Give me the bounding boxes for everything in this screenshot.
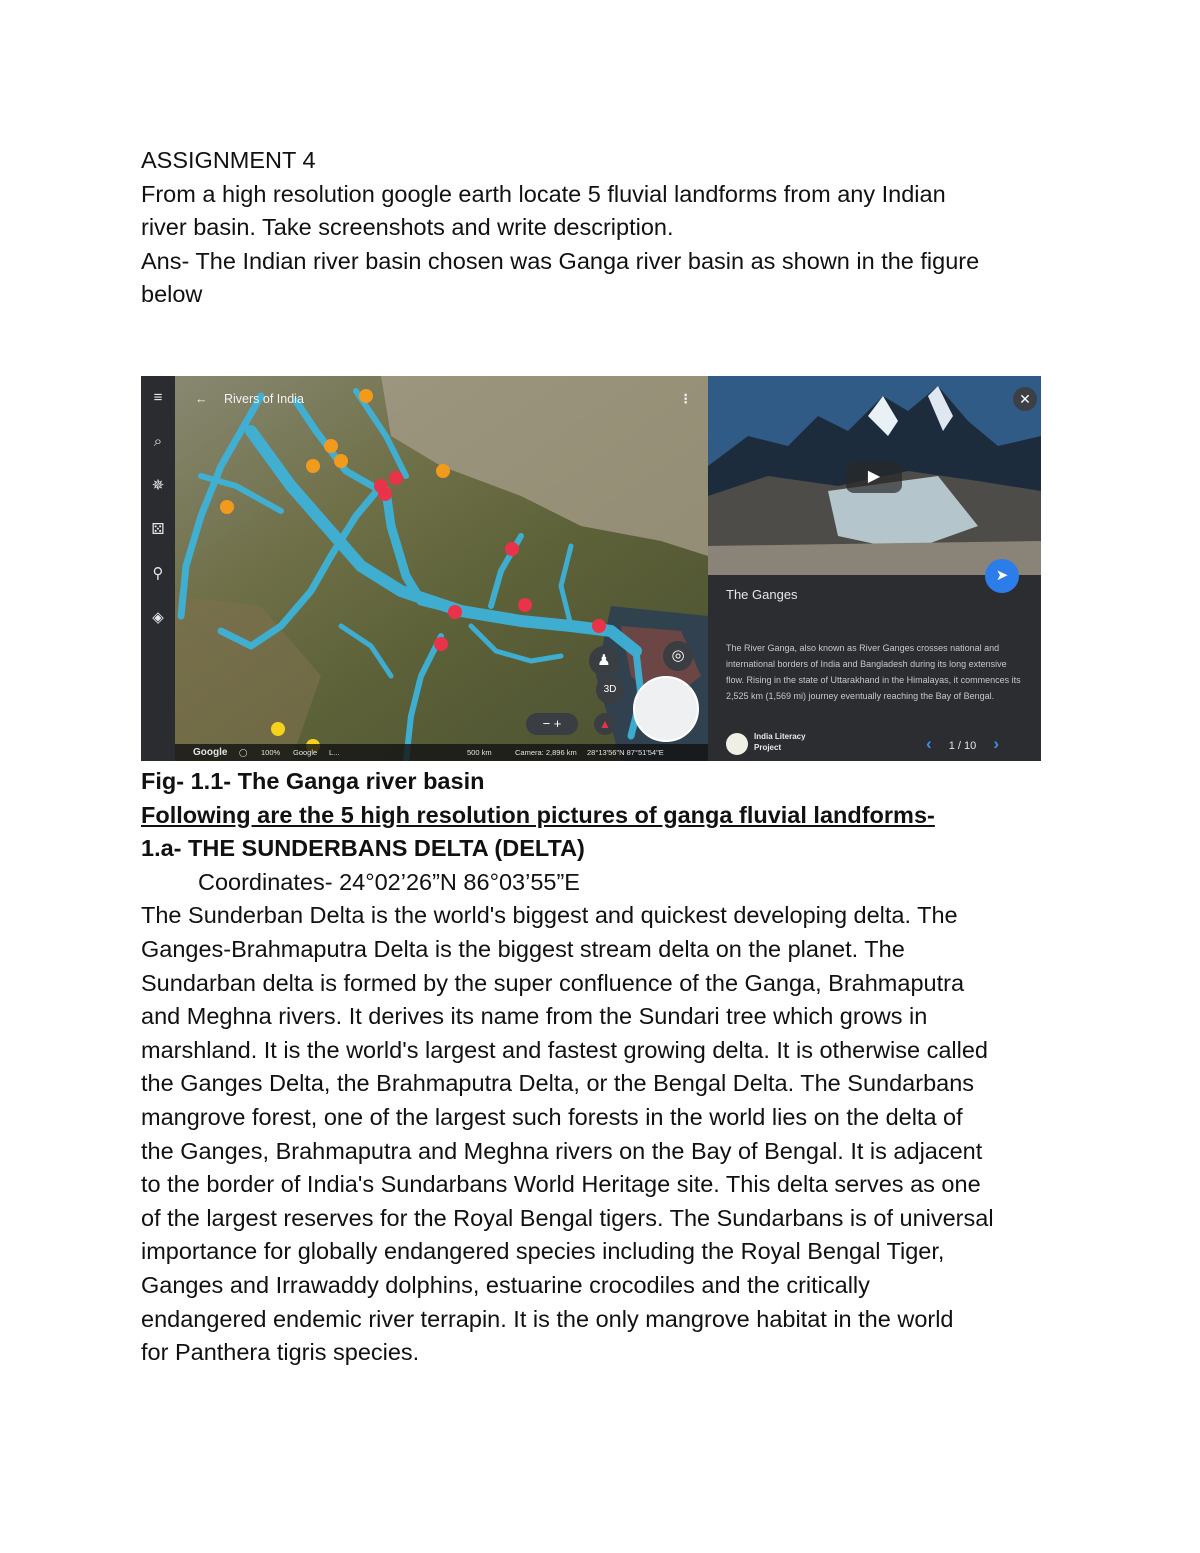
zoom-controls[interactable]: − + (526, 713, 578, 735)
loading-ring-icon: ◯ (239, 748, 248, 757)
task-line-1: From a high resolution google earth locate 5 fluvial landforms from any Indian (141, 180, 946, 207)
body-line: to the border of India's Sundarbans World Heritage site. This delta serves as one (141, 1171, 981, 1198)
location-icon[interactable]: ◎ (663, 641, 693, 671)
section-intro-heading: Following are the 5 high resolution pictures of ganga fluvial landforms- (141, 801, 935, 828)
card-description: The River Ganga, also known as River Ganges crosses national and international borders of India and Bangladesh during its long extensive flow. Rising in the state of Uttarakhand in the Himalayas, it commences its 2,525 km (1,569 mi) journey eventually reaching the Bay of Bengal. (726, 643, 1021, 701)
document-body (141, 765, 1071, 1370)
attribution: Google (293, 748, 318, 757)
assignment-heading: ASSIGNMENT 4 (141, 147, 316, 173)
body-line: the Ganges, Brahmaputra and Meghna rivers on the Bay of Bengal. It is adjacent (141, 1137, 983, 1164)
more-vert-icon[interactable]: ⋮ (679, 392, 692, 406)
body-line: Ganges and Irrawaddy dolphins, estuarine crocodiles and the critically (141, 1271, 870, 1298)
body-line: The Sunderban Delta is the world's biggest and quickest developing delta. The (141, 902, 958, 929)
body-line: endangered endemic river terrapin. It is the only mangrove habitat in the world (141, 1305, 954, 1332)
knowledge-card (708, 376, 1041, 761)
figure-caption: Fig- 1.1- The Ganga river basin (141, 768, 485, 794)
voyager-icon[interactable]: ✵ (151, 477, 165, 494)
zoom-level: 100% (261, 748, 281, 757)
card-pager (926, 734, 999, 756)
body-line: and Meghna rivers. It derives its name from the Sundari tree which grows in (141, 1003, 928, 1030)
ganges-video-thumbnail[interactable] (708, 376, 1041, 575)
side-rail (141, 376, 175, 761)
camera-coordinates: 28°13'56"N 87°51'54"E (587, 748, 664, 757)
map-imagery (141, 376, 708, 761)
task-line-2: river basin. Take screenshots and write description. (141, 214, 674, 241)
search-icon[interactable]: ⌕ (153, 433, 163, 450)
answer-line-2: below (141, 281, 203, 308)
chevron-left-icon[interactable]: ‹ (926, 734, 932, 753)
compass-icon[interactable]: ▲ (594, 713, 616, 735)
google-logo: Google (193, 747, 228, 758)
status-bar (175, 744, 708, 761)
body-line: marshland. It is the world's largest and fastest growing delta. It is otherwise called (141, 1036, 988, 1063)
google-earth-screenshot (141, 376, 1041, 761)
close-icon[interactable]: ✕ (1013, 387, 1037, 411)
attribution-more: L... (329, 748, 340, 757)
view-3d-button[interactable]: 3D (596, 676, 624, 704)
menu-icon[interactable]: ≡ (153, 389, 163, 406)
projects-icon[interactable]: ⚲ (152, 565, 164, 582)
page-indicator: 1 / 10 (948, 740, 977, 752)
assignment-intro (141, 144, 1071, 312)
globe-minimap[interactable] (633, 676, 699, 742)
map-header (177, 384, 708, 414)
arrow-left-icon[interactable]: ← (195, 392, 208, 406)
body-line: mangrove forest, one of the largest such forests in the world lies on the delta of (141, 1103, 963, 1130)
satellite-map (141, 376, 708, 761)
play-icon[interactable]: ▶ (846, 461, 902, 493)
section-heading: 1.a- THE SUNDERBANS DELTA (DELTA) (141, 835, 585, 862)
org-name-line-1: India Literacy (754, 732, 806, 741)
layers-icon[interactable]: ◈ (152, 609, 164, 626)
body-line: of the largest reserves for the Royal Bengal tigers. The Sundarbans is of universal (141, 1204, 994, 1231)
org-name (754, 731, 806, 753)
pegman-icon[interactable]: ♟ (589, 646, 619, 676)
india-literacy-logo (726, 733, 748, 755)
chevron-right-icon[interactable]: › (993, 734, 999, 753)
card-title: The Ganges (726, 587, 798, 602)
camera-altitude: Camera: 2,896 km (515, 748, 577, 757)
answer-line-1: Ans- The Indian river basin chosen was Ganga river basin as shown in the figure (141, 247, 980, 274)
scale-label: 500 km (467, 748, 492, 757)
body-line: for Panthera tigris species. (141, 1339, 420, 1366)
card-footer (708, 728, 1041, 761)
body-line: Sundarban delta is formed by the super confluence of the Ganga, Brahmaputra (141, 969, 965, 996)
body-line: importance for globally endangered species including the Royal Bengal Tiger, (141, 1238, 945, 1265)
coordinates-line: Coordinates- 24°02’26”N 86°03’55”E (198, 868, 580, 895)
org-name-line-2: Project (754, 743, 782, 752)
body-line: Ganges-Brahmaputra Delta is the biggest stream delta on the planet. The (141, 935, 905, 962)
body-line: the Ganges Delta, the Brahmaputra Delta, or the Bengal Delta. The Sundarbans (141, 1070, 975, 1097)
map-title: Rivers of India (224, 392, 304, 406)
share-icon[interactable]: ➤ (985, 559, 1019, 593)
feeling-lucky-icon[interactable]: ⚄ (151, 521, 165, 538)
